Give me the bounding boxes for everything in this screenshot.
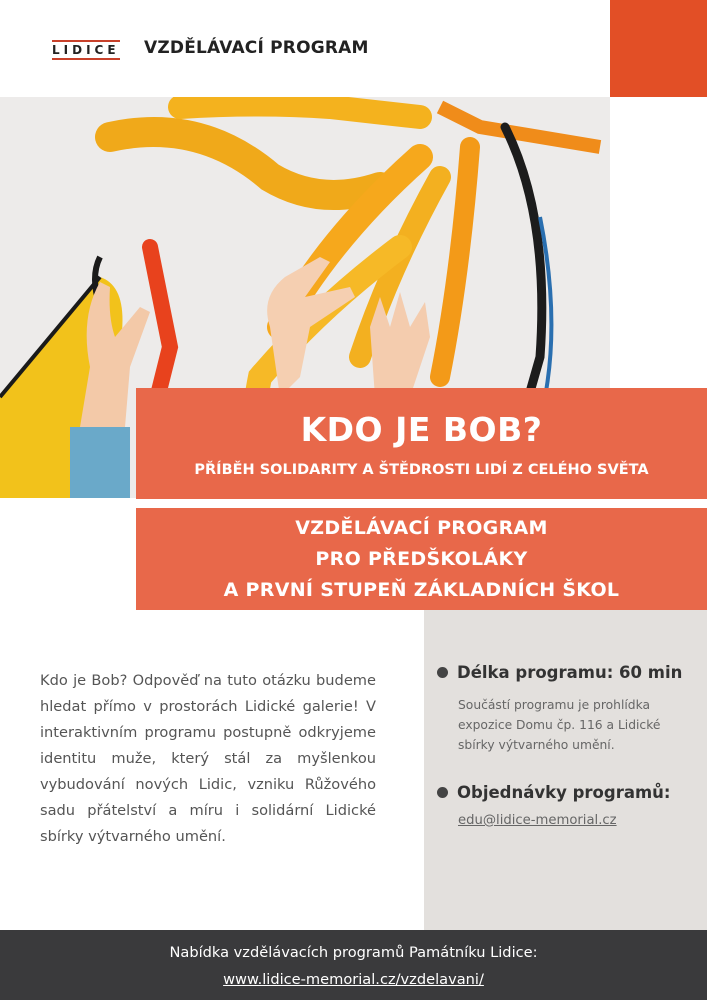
accent-square <box>610 0 707 97</box>
logo-text: LIDICE <box>52 40 120 60</box>
hero-title-box <box>136 388 707 499</box>
orders-heading <box>437 783 671 802</box>
duration-heading <box>437 663 682 682</box>
program-box <box>136 508 707 610</box>
email-link[interactable]: edu@lidice-memorial.cz <box>458 813 617 828</box>
orders-heading-text: Objednávky programů: <box>457 783 671 802</box>
intro-text: Kdo je Bob? Odpověď na tuto otázku budeme hledat přímo v prostorách Lidické galerie! V interaktivním programu postupně odkryjeme identitu muže, který stál za myšlenkou vybudování nových Lidic, vzniku Růžového sadu přátelství a míru i solidární Lidické sbírky výtvarného umění. <box>40 672 376 845</box>
program-line-2: PRO PŘEDŠKOLÁKY <box>315 548 528 570</box>
page-header <box>0 0 610 97</box>
program-line-1: VZDĚLÁVACÍ PROGRAM <box>295 517 548 539</box>
duration-text: Součástí programu je prohlídka expozice Domu čp. 116 a Lidické sbírky výtvarného umění. <box>458 698 661 752</box>
footer-text: Nabídka vzdělávacích programů Památníku Lidice: <box>169 944 538 961</box>
bullet-icon <box>437 667 448 678</box>
footer-link[interactable]: www.lidice-memorial.cz/vzdelavani/ <box>223 971 484 988</box>
page-subtitle: PŘÍBĚH SOLIDARITY A ŠTĚDROSTI LIDÍ Z CELÉHO SVĚTA <box>194 462 649 478</box>
info-panel <box>424 610 707 930</box>
duration-heading-text: Délka programu: 60 min <box>457 663 683 682</box>
page-title: KDO JE BOB? <box>300 410 543 449</box>
page-footer <box>0 930 707 1000</box>
bullet-icon <box>437 787 448 798</box>
program-line-3: A PRVNÍ STUPEŇ ZÁKLADNÍCH ŠKOL <box>223 579 620 601</box>
header-title: VZDĚLÁVACÍ PROGRAM <box>144 38 369 58</box>
lidice-logo <box>52 40 120 60</box>
